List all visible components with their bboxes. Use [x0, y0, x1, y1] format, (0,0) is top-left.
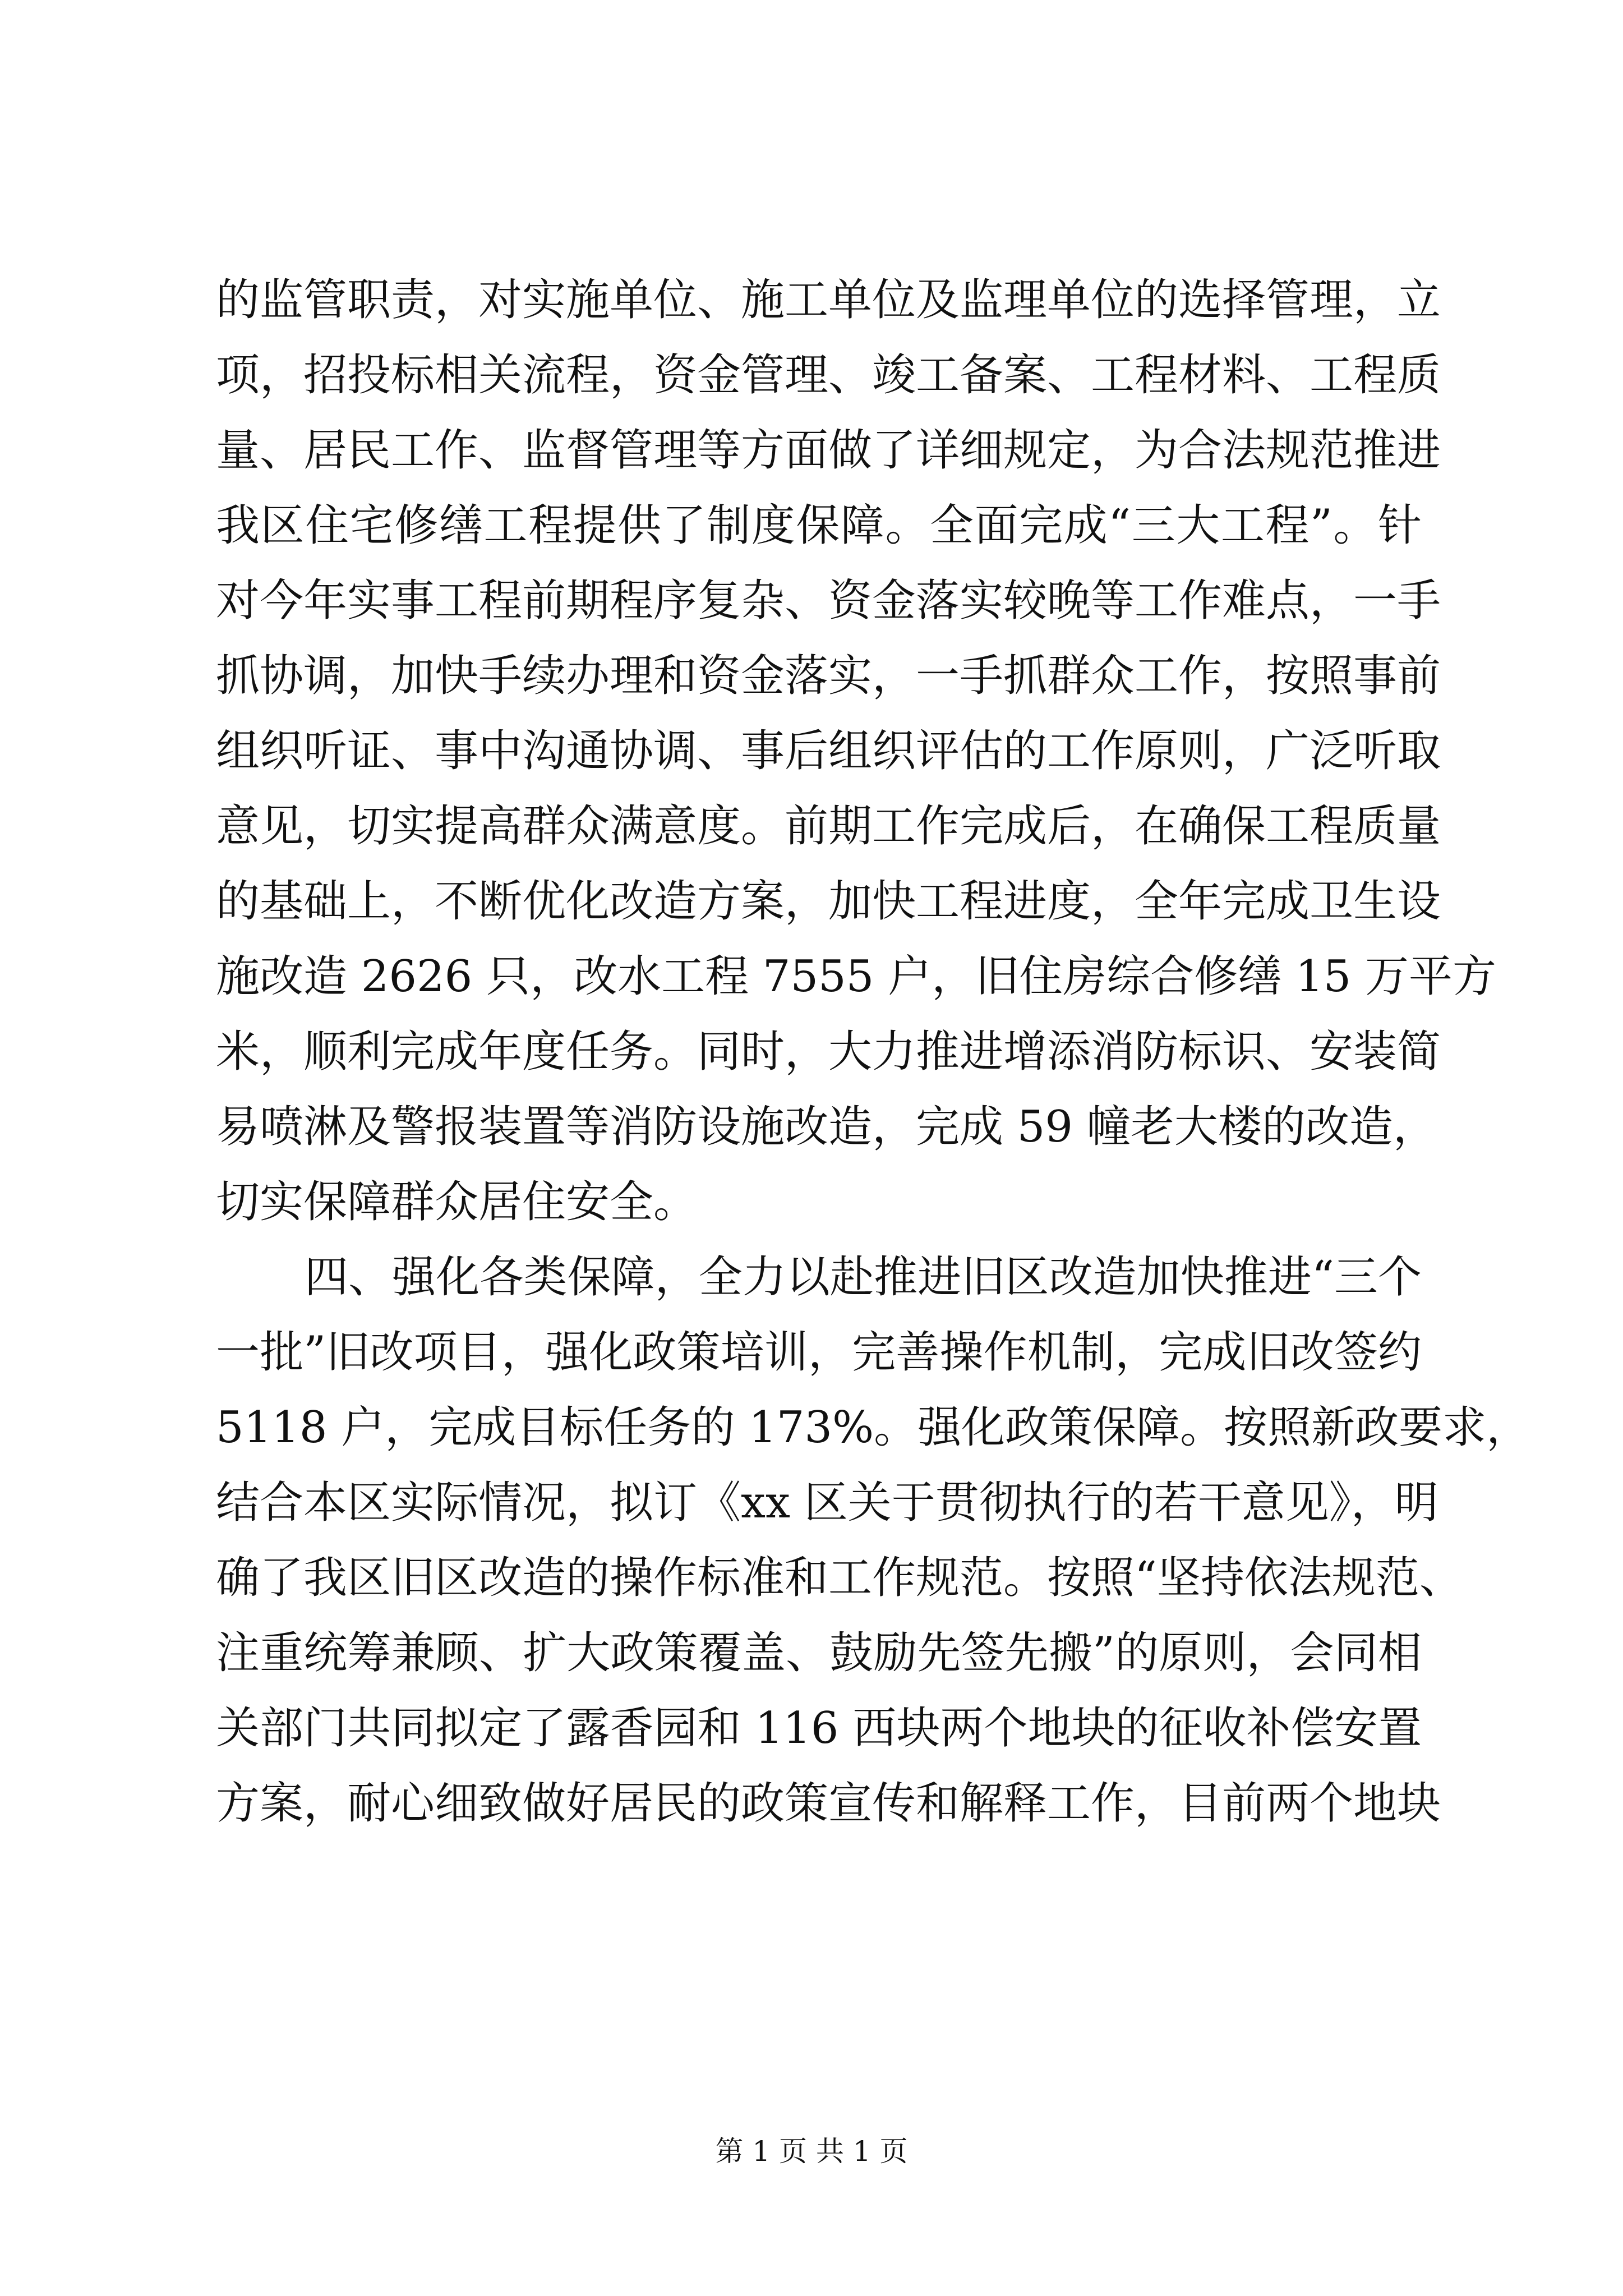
text-line: 易喷淋及警报装置等消防设施改造，完成 59 幢老大楼的改造， — [216, 1102, 1437, 1152]
text-line: 关部门共同拟定了露香园和 116 西块两个地块的征收补偿安置 — [216, 1703, 1422, 1754]
text-line: 一批”旧改项目，强化政策培训，完善操作机制，完成旧改签约 — [216, 1327, 1422, 1378]
text-line: 量、居民工作、监督管理等方面做了详细规定，为合法规范推进 — [216, 425, 1441, 476]
text-line: 我区住宅修缮工程提供了制度保障。全面完成“三大工程”。针 — [216, 500, 1422, 551]
paragraph-start-line: 四、强化各类保障，全力以赴推进旧区改造加快推进“三个 — [305, 1252, 1422, 1303]
text-line: 对今年实事工程前期程序复杂、资金落实较晚等工作难点，一手 — [216, 576, 1441, 626]
body-text — [216, 263, 1530, 1841]
text-line: 施改造 2626 只，改水工程 7555 户，旧住房综合修缮 15 万平方 — [216, 951, 1497, 1002]
text-line: 抓协调，加快手续办理和资金落实，一手抓群众工作，按照事前 — [216, 651, 1441, 701]
text-line: 米，顺利完成年度任务。同时，大力推进增添消防标识、安装简 — [216, 1027, 1441, 1077]
text-line: 切实保障群众居住安全。 — [216, 1177, 698, 1227]
text-line: 结合本区实际情况，拟订《xx 区关于贯彻执行的若干意见》，明 — [216, 1478, 1438, 1528]
text-line: 的监管职责，对实施单位、施工单位及监理单位的选择管理，立 — [216, 275, 1441, 325]
text-line: 确了我区旧区改造的操作标准和工作规范。按照“坚持依法规范、 — [216, 1553, 1463, 1603]
text-line: 5118 户，完成目标任务的 173%。强化政策保障。按照新政要求， — [216, 1402, 1530, 1453]
text-line: 注重统筹兼顾、扩大政策覆盖、鼓励先签先搬”的原则，会同相 — [216, 1628, 1422, 1678]
text-line: 的基础上，不断优化改造方案，加快工程进度，全年完成卫生设 — [216, 876, 1441, 927]
text-line: 项，招投标相关流程，资金管理、竣工备案、工程材料、工程质 — [216, 350, 1441, 401]
text-line: 意见，切实提高群众满意度。前期工作完成后，在确保工程质量 — [216, 801, 1441, 852]
page-footer: 第 1 页 共 1 页 — [715, 2135, 908, 2168]
text-line: 方案，耐心细致做好居民的政策宣传和解释工作，目前两个地块 — [216, 1778, 1441, 1829]
text-line: 组织听证、事中沟通协调、事后组织评估的工作原则，广泛听取 — [216, 726, 1441, 776]
